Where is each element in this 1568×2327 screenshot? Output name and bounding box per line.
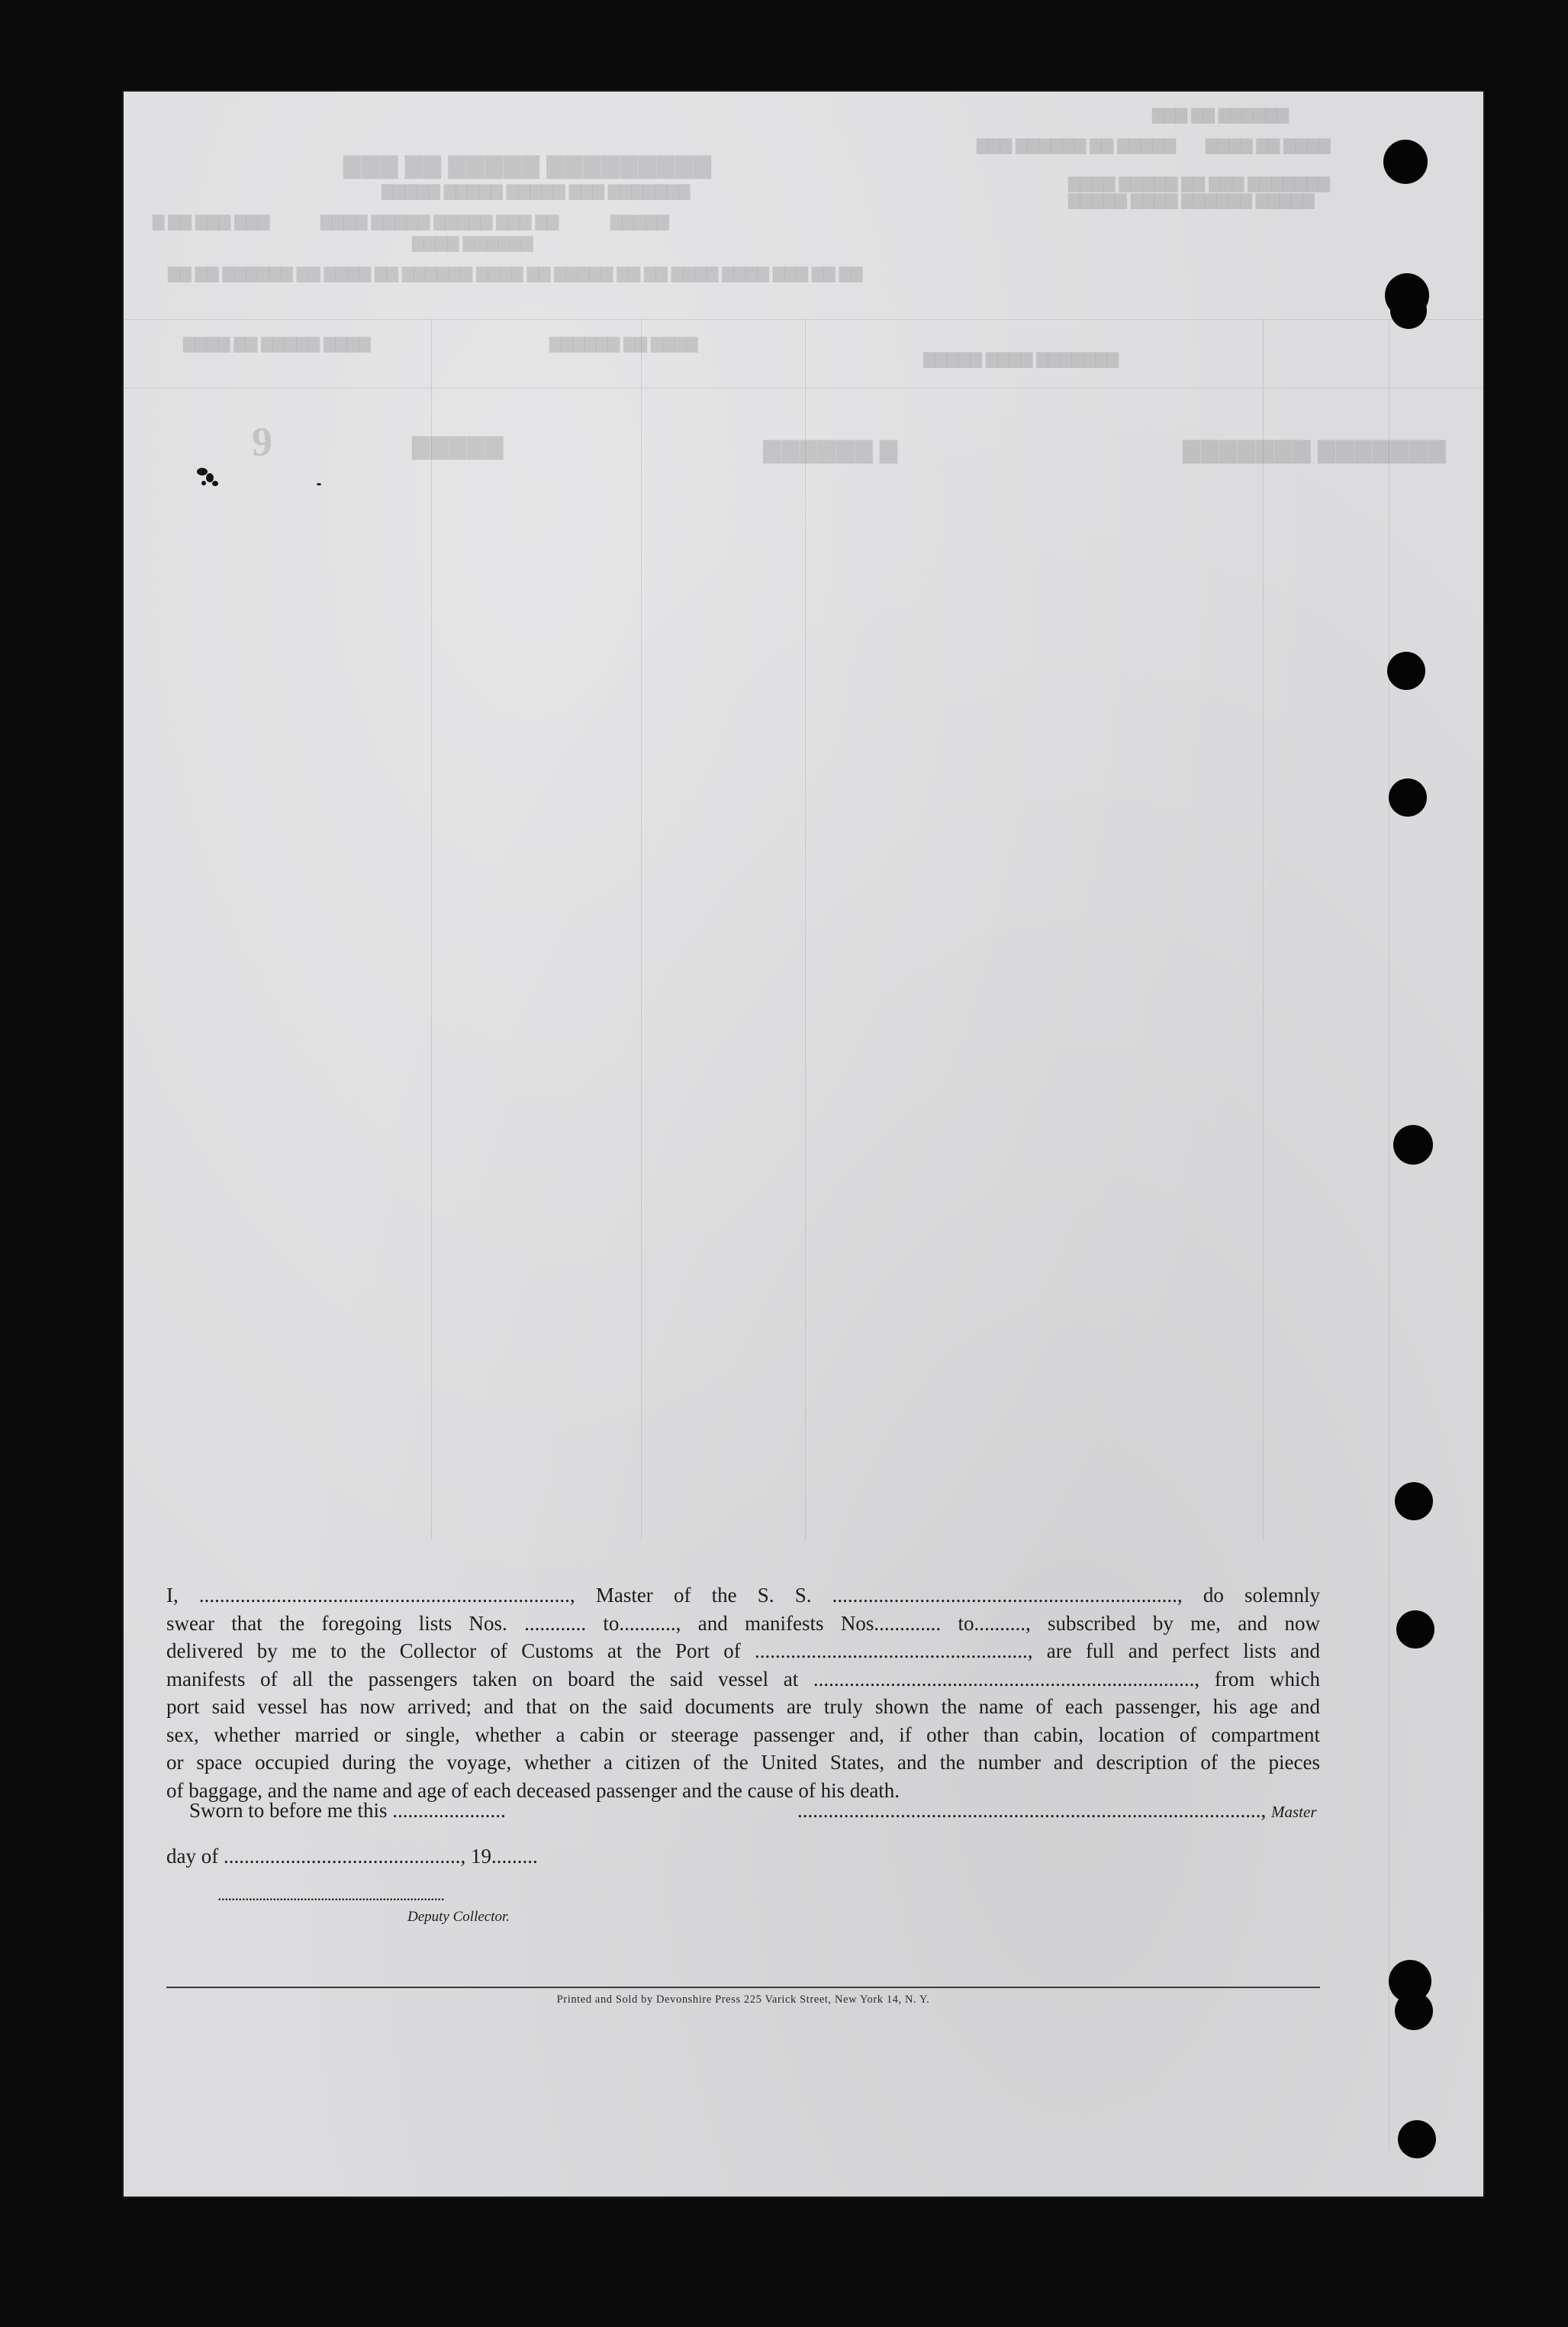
- master-signature-line: [797, 1799, 1317, 1823]
- punch-hole: [1395, 1482, 1433, 1520]
- punch-hole: [1383, 140, 1428, 184]
- master-label: Master: [1271, 1803, 1317, 1821]
- sworn-date-field: Sworn to before me this ......................: [189, 1799, 506, 1822]
- deputy-collector-label: Deputy Collector.: [407, 1909, 510, 1925]
- manifest-page: ▇▇▇ ▇▇ ▇▇▇▇▇ ▇▇▇▇▇▇▇▇▇ ▇▇▇▇▇ ▇▇▇▇▇ ▇▇▇▇▇ ▇▇▇ ▇▇▇▇▇▇▇ ▇ ▇▇ ▇▇▇ ▇▇▇ ▇▇▇▇ ▇▇▇▇▇ ▇▇▇▇▇ ▇▇▇ ▇▇ ▇▇▇▇ ▇▇▇▇▇▇ ▇▇▇▇▇ ▇▇ ▇▇ ▇▇▇▇▇▇ ▇▇ ▇▇▇▇ ▇▇ ▇▇▇▇▇▇ ▇▇▇▇ ▇▇ ▇▇▇▇▇ ▇▇ ▇▇ ▇▇▇▇ ▇▇▇▇ ▇▇▇ ▇▇ ▇▇ ▇▇▇ ▇▇▇▇▇▇ ▇▇ ▇▇▇▇▇ ▇▇▇▇ ▇▇▇▇▇ ▇▇ ▇▇▇ ▇▇▇▇▇▇▇ ▇▇▇▇▇ ▇▇▇▇ ▇▇▇▇▇▇ ▇▇▇▇▇ ▇▇▇ ▇▇ ▇▇▇▇▇▇ ▇▇▇▇ ▇▇ ▇▇▇▇ ▇▇▇▇ ▇▇ ▇▇▇▇▇ ▇▇▇▇ ▇▇▇▇▇▇ ▇▇ ▇▇▇▇ ▇▇▇▇▇ ▇▇▇▇ ▇▇▇▇▇▇▇ 9 ▇▇▇▇▇ ▇▇▇▇▇▇ ▇ ▇▇▇▇▇▇▇ ▇▇▇▇▇▇▇ I, ........................................................................, Master of the S. S. ..................................................................., do solemnly swear that the foregoing lists Nos. ............ to..........., and manifests Nos............. to.........., subscribed by me, and now delivered by me to the Collector of Customs at the Port of ....................................................., are full and perfect lists and manifests of all the passengers taken on board the said vessel at .........................................................................., from which port said vessel has now arrived; and that on the said documents are truly shown the name of each passenger, his age and sex, whether married or single, whether a cabin or steerage passenger and, if other than cabin, location of compartment or space occupied during the voyage, whether a citizen of the United States, and the number and description of the pieces of baggage, and the name and age of each deceased passenger and the cause of his death. Sworn to before me this ...................... .........................................................................................., Master day of .............................................., 19......... .................................................................. Deputy Collector. Printed and Sold by Devonshire Press 225 Varick Street, New York 14, N. Y.: [122, 90, 1485, 2198]
- punch-hole: [1395, 1992, 1433, 2030]
- oath-line: of baggage, and the name and age of each deceased passenger and the cause of his death.: [166, 1778, 900, 1802]
- punch-hole: [1387, 652, 1425, 690]
- oath-line: or space occupied during the voyage, whether a citizen of the United States, and the number and description of the pieces: [166, 1751, 1320, 1774]
- punch-hole: [1390, 292, 1427, 329]
- punch-hole: [1396, 1610, 1434, 1649]
- oath-line: I, ........................................................................, Master of the S. S. ..................................................................., do solemnly: [166, 1584, 1320, 1607]
- day-of-field: day of .............................................., 19.........: [166, 1845, 538, 1868]
- oath-line: manifests of all the passengers taken on board the said vessel at .........................................................................., from which: [166, 1667, 1320, 1690]
- deputy-collector-signature-line: ..................................................................: [217, 1885, 444, 1904]
- oath-line: swear that the foregoing lists Nos. ............ to..........., and manifests Nos............. to.........., subscribed by me, and now: [166, 1611, 1320, 1635]
- punch-hole: [1389, 778, 1427, 817]
- oath-line: delivered by me to the Collector of Customs at the Port of ....................................................., are full and perfect lists and: [166, 1639, 1320, 1662]
- punch-hole: [1398, 2120, 1436, 2158]
- footer-rule: [166, 1987, 1320, 1988]
- printer-imprint: Printed and Sold by Devonshire Press 225 Varick Street, New York 14, N. Y.: [556, 1993, 930, 2006]
- master-oath-paragraph: [166, 1581, 1320, 1804]
- master-signature-dots: ..........................................................................................,: [797, 1799, 1267, 1822]
- punch-hole: [1393, 1125, 1433, 1165]
- oath-line: port said vessel has now arrived; and that on the said documents are truly shown the name of each passenger, his age and: [166, 1695, 1320, 1718]
- oath-line: sex, whether married or single, whether a cabin or steerage passenger and, if other than cabin, location of compartment: [166, 1723, 1320, 1746]
